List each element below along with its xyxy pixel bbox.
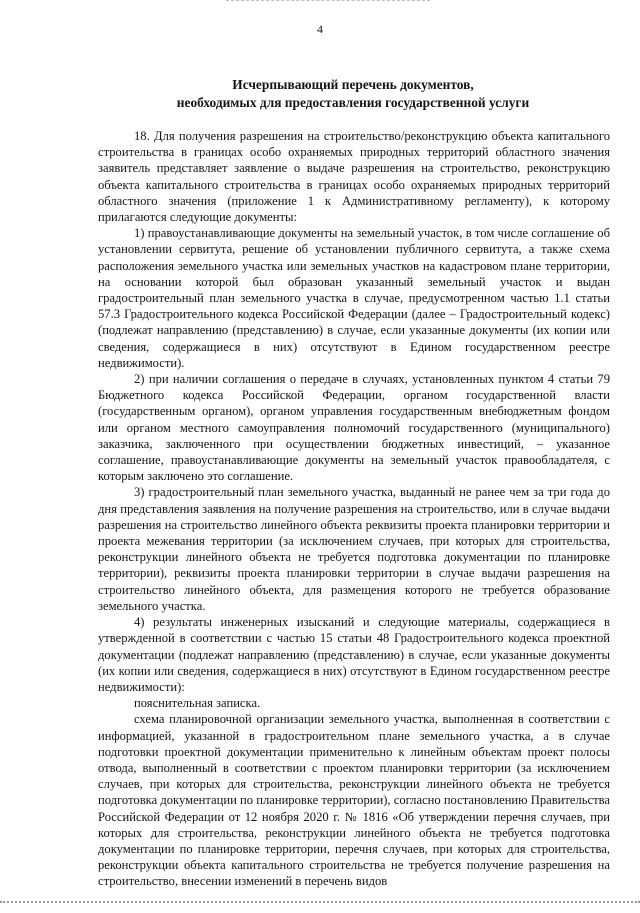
- section-title-line-2: необходимых для предоставления государственной услуги: [176, 95, 530, 110]
- paragraph-explanatory-note: пояснительная записка.: [134, 696, 261, 711]
- page-number: 4: [317, 22, 323, 36]
- top-divider: [226, 0, 430, 2]
- paragraph-item-1: 1) правоустанавливающие документы на земельный участок, в том числе соглашение об установлении сервитута, решение об установлении публичного сервитута, а также схема расположения земельного участка или земельных участков на кадастровом плане территории, на основании которой был образован указанный земельный участок и выдан градостроительный план земельного участка в случае, предусмотренном частью 1.1 статьи 57.3 Градостроительного кодекса Российской Федерации (далее – Градостроительный кодекс) (подлежат направлению (представлению) в случае, если указанные документы (их копии или сведения, содержащиеся в них) отсутствуют в Едином государственном реестре недвижимости).: [98, 226, 610, 370]
- paragraph-item-3: 3) градостроительный план земельного участка, выданный не ранее чем за три года до дня представления заявления на получение разрешения на строительство, или в случае выдачи разрешения на строительство линейного объекта реквизиты проекта планировки территории и проекта межевания территории (за исключением случаев, при которых для строительства, реконструкции линейного объекта не требуется подготовка документации по планировке территории), реквизиты проекта планировки территории в случае выдачи разрешения на строительство линейного объекта, для размещения которого не требуется образование земельного участка.: [98, 485, 610, 613]
- section-title: [96, 76, 610, 112]
- paragraph-18: 18. Для получения разрешения на строительство/реконструкцию объекта капитального строительства в границах особо охраняемых природных территорий областного значения заявитель представляет заявление о выдаче разрешения на строительство, реконструкцию объекта капитального строительства в границах особо охраняемых природных территорий областного значения (приложение 1 к Административному регламенту), к которому прилагаются следующие документы:: [98, 129, 610, 225]
- document-body: [98, 128, 610, 890]
- section-title-line-1: Исчерпывающий перечень документов,: [232, 77, 474, 92]
- bottom-divider: [0, 901, 640, 905]
- paragraph-item-4: 4) результаты инженерных изысканий и следующие материалы, содержащиеся в утвержденной в соответствии с частью 15 статьи 48 Градостроительного кодекса проектной документации (подлежат направлению (представлению) в случае, если указанные документы (их копии или сведения, содержащиеся в них) отсутствуют в Едином государственном реестре недвижимости):: [98, 615, 610, 694]
- paragraph-site-plan-scheme: схема планировочной организации земельного участка, выполненная в соответствии с информацией, указанной в градостроительном плане земельного участка, а в случае подготовки проектной документации применительно к линейным объектам проект полосы отвода, выполненный в соответствии с проектом планировки территории (за исключением случаев, при которых для строительства, реконструкции линейного объекта не требуется подготовка документации по планировке территории), согласно постановлению Правительства Российской Федерации от 12 ноября 2020 г. № 1816 «Об утверждении перечня случаев, при которых для строительства, реконструкции линейного объекта не требуется подготовка документации по планировке территории, перечня случаев, при которых для строительства, реконструкции объекта капитального строительства не требуется получение разрешения на строительство, внесении изменений в перечень видов: [98, 712, 610, 889]
- paragraph-item-2: 2) при наличии соглашения о передаче в случаях, установленных пунктом 4 статьи 79 Бюджетного кодекса Российской Федерации, органом государственной власти (государственным органом), органом управления государственным внебюджетным фондом или органом местного самоуправления полномочий государственного (муниципального) заказчика, заключенного при осуществлении бюджетных инвестиций, – указанное соглашение, правоустанавливающие документы на земельный участок правообладателя, с которым заключено это соглашение.: [98, 372, 610, 484]
